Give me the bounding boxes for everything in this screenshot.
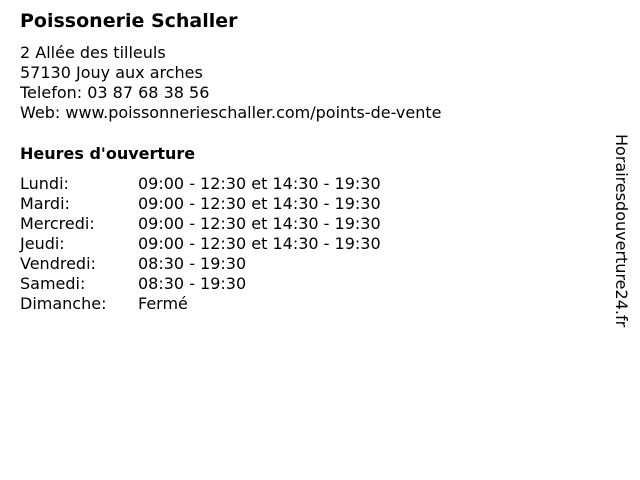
street-address: 2 Allée des tilleuls	[20, 43, 166, 62]
day-hours: 08:30 - 19:30	[138, 274, 247, 293]
day-label: Mardi:	[20, 194, 70, 213]
hours-heading: Heures d'ouverture	[20, 144, 196, 163]
store-name: Poissonerie Schaller	[20, 10, 238, 32]
day-label: Dimanche:	[20, 294, 107, 313]
hours-row-saturday	[20, 274, 381, 294]
day-hours: Fermé	[138, 294, 188, 313]
day-hours: 08:30 - 19:30	[138, 254, 247, 273]
hours-row-tuesday	[20, 194, 381, 214]
phone-number: Telefon: 03 87 68 38 56	[20, 83, 210, 102]
hours-row-monday	[20, 174, 381, 194]
day-label: Vendredi:	[20, 254, 96, 273]
day-hours: 09:00 - 12:30 et 14:30 - 19:30	[138, 194, 381, 213]
hours-row-wednesday	[20, 214, 381, 234]
day-hours: 09:00 - 12:30 et 14:30 - 19:30	[138, 174, 381, 193]
day-hours: 09:00 - 12:30 et 14:30 - 19:30	[138, 214, 381, 233]
hours-row-friday	[20, 254, 381, 274]
day-label: Samedi:	[20, 274, 86, 293]
day-label: Mercredi:	[20, 214, 95, 233]
hours-row-sunday	[20, 294, 381, 314]
site-watermark: Horairesdouverture24.fr	[612, 134, 631, 328]
website: Web: www.poissonnerieschaller.com/points-de-vente	[20, 103, 442, 122]
day-label: Jeudi:	[20, 234, 65, 253]
postal-city: 57130 Jouy aux arches	[20, 63, 203, 82]
address-block	[20, 43, 441, 123]
hours-row-thursday	[20, 234, 381, 254]
hours-table	[20, 174, 381, 314]
day-label: Lundi:	[20, 174, 69, 193]
day-hours: 09:00 - 12:30 et 14:30 - 19:30	[138, 234, 381, 253]
